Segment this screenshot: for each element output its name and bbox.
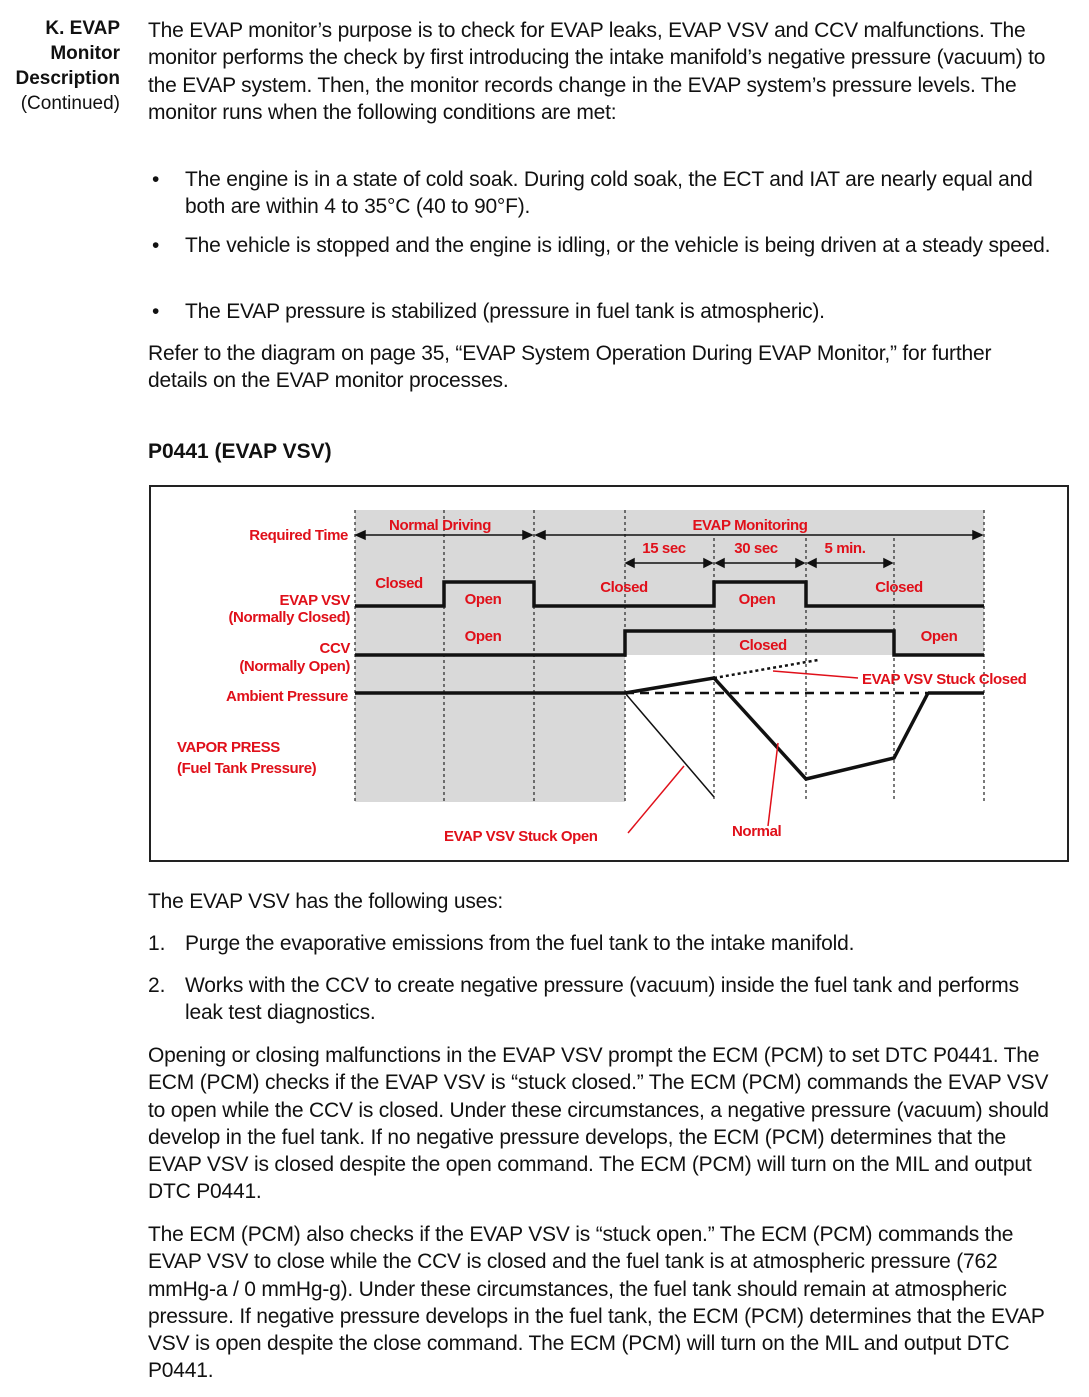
uses-intro: The EVAP VSV has the following uses: xyxy=(148,890,504,913)
ccv-sublabel: (Normally Open) xyxy=(239,658,350,675)
bullet-icon: • xyxy=(152,168,160,191)
condition-item: The EVAP pressure is stabilized (pressure in fuel tank is atmospheric). xyxy=(185,300,825,323)
required-time-label: Required Time xyxy=(249,527,348,544)
use-item: Works with the CCV to create negative pressure (vacuum) inside the fuel tank and performs leak test diagnostics. xyxy=(185,974,1019,1025)
evap-monitoring-label: EVAP Monitoring xyxy=(692,517,808,534)
vsv-state: Closed xyxy=(875,579,923,596)
stuck-closed-label: EVAP VSV Stuck Closed xyxy=(862,671,1027,688)
vsv-state: Open xyxy=(464,591,502,608)
ccv-state: Closed xyxy=(739,637,787,654)
evap-vsv-sublabel: (Normally Closed) xyxy=(228,609,350,626)
vapor-press-label: VAPOR PRESS xyxy=(177,739,280,756)
vsv-state: Closed xyxy=(375,575,423,592)
ambient-pressure-label: Ambient Pressure xyxy=(226,688,348,705)
stuck-open-label: EVAP VSV Stuck Open xyxy=(444,828,598,845)
section-label-continued: (Continued) xyxy=(20,93,120,114)
condition-item: The vehicle is stopped and the engine is idling, or the vehicle is being driven at a steady speed. xyxy=(185,234,1051,257)
refer-paragraph: Refer to the diagram on page 35, “EVAP System Operation During EVAP Monitor,” for further details on the EVAP monitor processes. xyxy=(148,342,992,393)
use-item: Purge the evaporative emissions from the fuel tank to the intake manifold. xyxy=(185,932,855,955)
vsv-state: Closed xyxy=(600,579,648,596)
list-number: 1. xyxy=(148,932,166,955)
section-label xyxy=(0,16,120,116)
ccv-state: Open xyxy=(920,628,958,645)
stuck-closed-paragraph: Opening or closing malfunctions in the EVAP VSV prompt the ECM (PCM) to set DTC P0441. The ECM (PCM) checks if the EVAP VSV is “stuck closed.” The ECM (PCM) commands the EVAP VSV to open while the CCV is closed. Under these circumstances, a negative pressure (vacuum) should develop in the fuel tank. If no negative pressure develops, the ECM (PCM) determines that the EVAP VSV is closed despite the open command. The ECM (PCM) will turn on the MIL and output DTC P0441. xyxy=(148,1044,1049,1204)
vsv-state: Open xyxy=(738,591,776,608)
evap-vsv-label: EVAP VSV xyxy=(279,592,350,609)
intro-paragraph: The EVAP monitor’s purpose is to check for EVAP leaks, EVAP VSV and CCV malfunctions. The monitor performs the check by first introducing the intake manifold’s negative pressure (vacuum) to the EVAP system. Then, the monitor records change in the EVAP system’s pressure levels. The monitor runs when the following conditions are met: xyxy=(148,19,1046,124)
duration-30sec: 30 sec xyxy=(734,540,778,557)
list-number: 2. xyxy=(148,974,166,997)
diagram-title: P0441 (EVAP VSV) xyxy=(148,440,332,463)
stuck-open-paragraph: The ECM (PCM) also checks if the EVAP VSV is “stuck open.” The ECM (PCM) commands the EVAP VSV to close while the CCV is closed and the fuel tank is at atmospheric pressure (762 mmHg-a / 0 mmHg-g). Under these circumstances, the fuel tank should remain at atmospheric pressure. If negative pressure develops in the fuel tank, the ECM (PCM) determines that the EVAP VSV is open despite the close command. The ECM (PCM) will turn on the MIL and output DTC P0441. xyxy=(148,1223,1045,1383)
section-label-line: Description xyxy=(15,68,120,89)
ccv-label: CCV xyxy=(319,640,350,657)
section-label-line: Monitor xyxy=(50,43,120,64)
condition-item: The engine is in a state of cold soak. During cold soak, the ECT and IAT are nearly equal and both are within 4 to 35°C (40 to 90°F). xyxy=(185,168,1033,219)
section-label-line: K. EVAP xyxy=(45,18,120,39)
normal-label: Normal xyxy=(732,823,782,840)
duration-15sec: 15 sec xyxy=(642,540,686,557)
normal-driving-label: Normal Driving xyxy=(389,517,491,534)
bullet-icon: • xyxy=(152,234,160,257)
ccv-state: Open xyxy=(464,628,502,645)
bullet-icon: • xyxy=(152,300,160,323)
evap-vsv-timing-diagram xyxy=(148,484,1070,864)
vapor-press-sublabel: (Fuel Tank Pressure) xyxy=(177,760,317,777)
duration-5min: 5 min. xyxy=(824,540,866,557)
